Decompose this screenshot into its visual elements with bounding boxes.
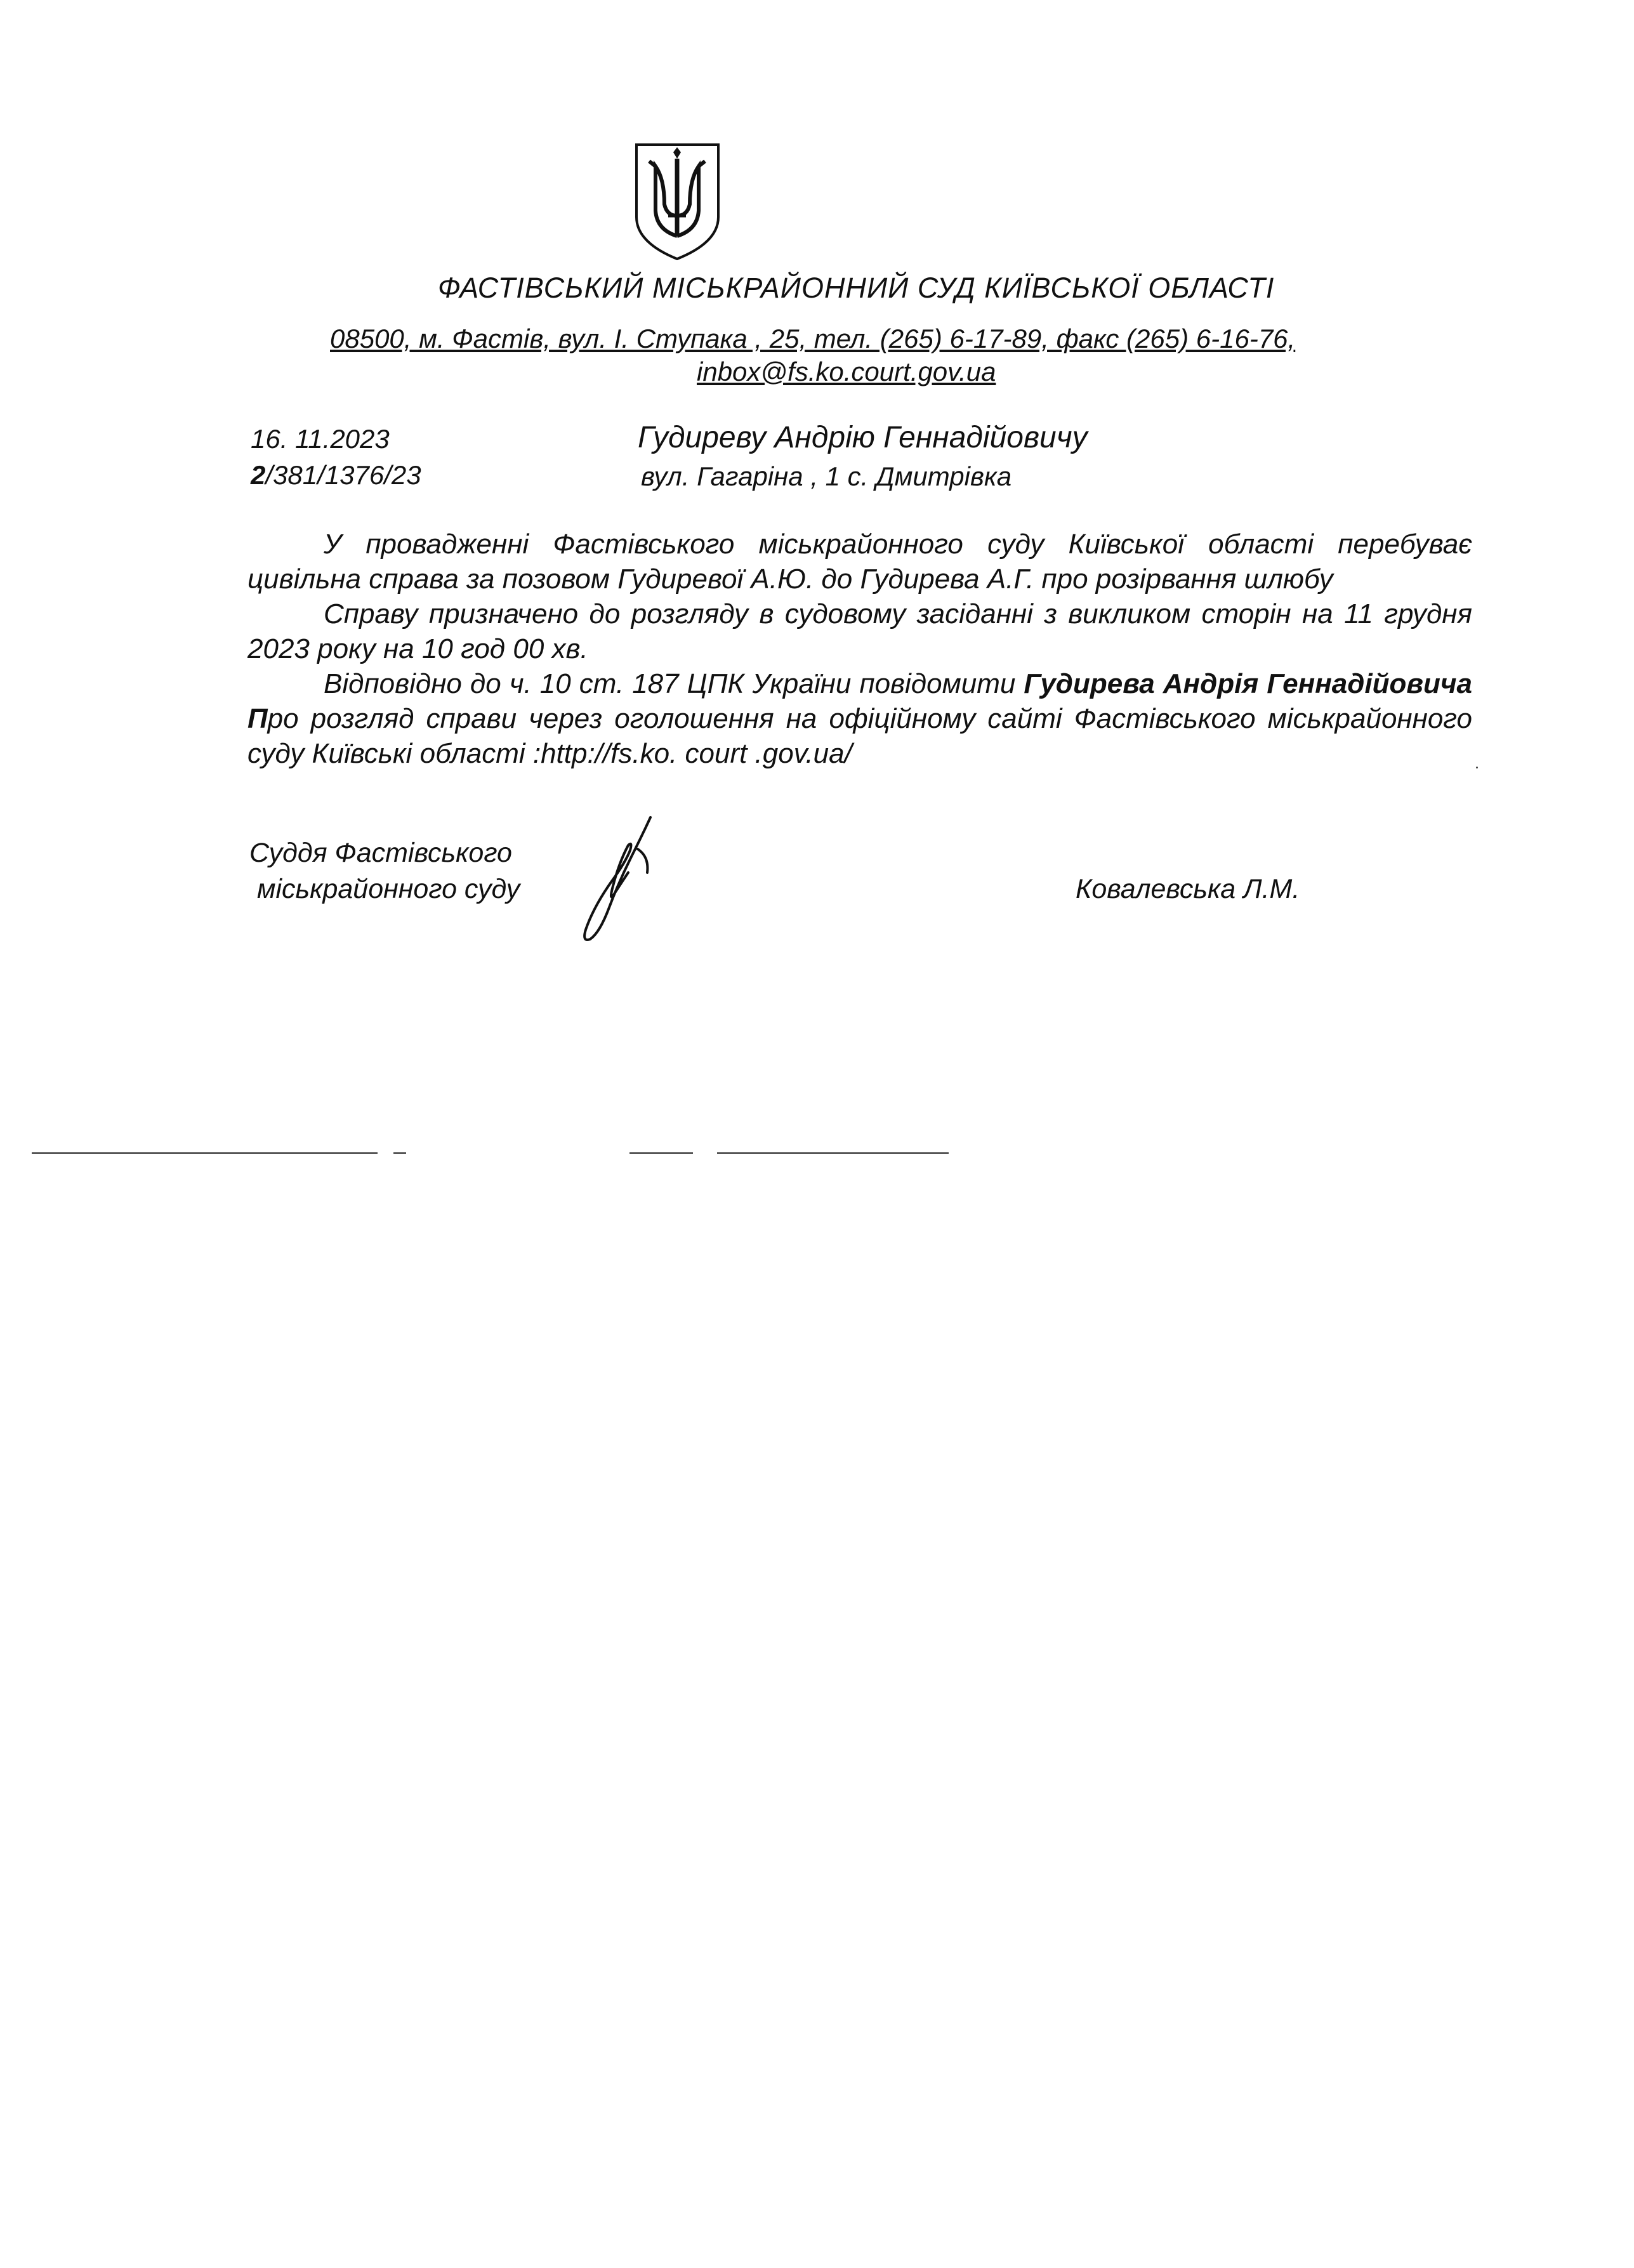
court-email: inbox@fs.ko.court.gov.ua: [697, 357, 996, 386]
divider-line: [717, 1152, 949, 1154]
paragraph-hearing-date: Справу призначено до розгляду в судовому засіданні з викликом сторін на 11 грудня 2023 року на 10 год 00 хв.: [247, 598, 1472, 664]
notification-start: Відповідно до ч. 10 ст. 187 ЦПК України повідомити: [324, 668, 1024, 699]
notification-end: ро розгляд справи через оголошення на офіційному сайті Фастівського міськрайонного суду Київські області :http://fs.ko. court .gov.ua/: [247, 703, 1472, 769]
recipient-address: вул. Гагаріна , 1 с. Дмитрівка: [641, 461, 1012, 491]
court-name: ФАСТІВСЬКИЙ МІСЬКРАЙОННИЙ СУД КИЇВСЬКОЇ ОБЛАСТІ: [438, 272, 1275, 304]
divider-line: [32, 1152, 378, 1154]
paragraph-notification: [247, 666, 1472, 771]
letter-date: 16. 11.2023: [251, 424, 390, 454]
trident-emblem-icon: [631, 141, 723, 261]
handwritten-signature: [574, 812, 669, 946]
case-number-prefix: 2: [251, 460, 266, 490]
case-number: [251, 460, 421, 491]
divider-line: [393, 1152, 406, 1154]
recipient-name: Гудиреву Андрію Геннадійовичу: [638, 421, 1088, 454]
divider-line: [629, 1152, 693, 1154]
paragraph-case-info: У провадженні Фастівського міськрайонного суду Київської області перебуває цивільна справа за позовом Гудиревої А.Ю. до Гудирева А.Г. про розірвання шлюбу: [247, 529, 1472, 595]
scan-artifact: [1476, 767, 1478, 768]
judge-name: Ковалевська Л.М.: [1076, 874, 1300, 904]
judge-title-line1: Суддя Фастівського: [249, 838, 512, 868]
defendant-name-bold: Гудирева Андрія Геннадійовича П: [247, 668, 1472, 734]
judge-title-line2: міськрайонного суду: [257, 874, 520, 904]
court-address: 08500, м. Фастів, вул. І. Ступака , 25, тел. (265) 6-17-89, факс (265) 6-16-76,: [330, 324, 1296, 353]
case-number-rest: /381/1376/23: [265, 460, 421, 490]
letter-body: [247, 527, 1472, 771]
